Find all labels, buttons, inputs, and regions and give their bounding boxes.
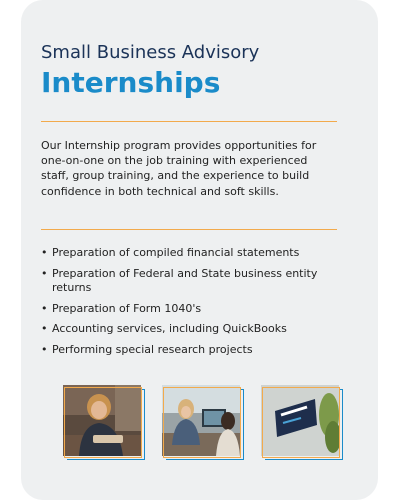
section-subtitle: Small Business Advisory	[41, 42, 260, 63]
bullet-icon: •	[41, 246, 48, 259]
photo-colleagues-at-computer	[162, 385, 240, 456]
photo-frame-orange	[64, 387, 142, 458]
bullet-icon: •	[41, 266, 48, 280]
bullet-icon: •	[41, 322, 48, 335]
intro-paragraph: Our Internship program provides opportunities for one-on-one on the job training with experienced staff, group training, and the experience to build confidence in both technical and soft skills.	[41, 139, 317, 198]
list-item	[41, 322, 337, 337]
list-item	[41, 246, 337, 261]
photo-frame-orange	[262, 387, 340, 458]
list-item-text: Preparation of Federal and State business entity returns	[52, 266, 318, 294]
list-item-text: Preparation of Form 1040's	[52, 301, 202, 315]
list-item	[41, 267, 337, 296]
bullet-icon: •	[41, 301, 48, 315]
photo-office-sign	[261, 385, 339, 456]
list-item	[41, 343, 337, 358]
page-title: Internships	[41, 66, 221, 99]
list-item-text: Performing special research projects	[52, 342, 253, 356]
photo-frame-orange	[163, 387, 241, 458]
divider-top	[41, 121, 337, 122]
list-item	[41, 302, 337, 317]
list-item-text: Accounting services, including QuickBooks	[52, 322, 287, 335]
list-item-text: Preparation of compiled financial statements	[52, 246, 300, 259]
divider-bottom	[41, 229, 337, 230]
photo-woman-at-desk	[63, 385, 141, 456]
services-list	[41, 246, 337, 363]
bullet-icon: •	[41, 342, 48, 356]
